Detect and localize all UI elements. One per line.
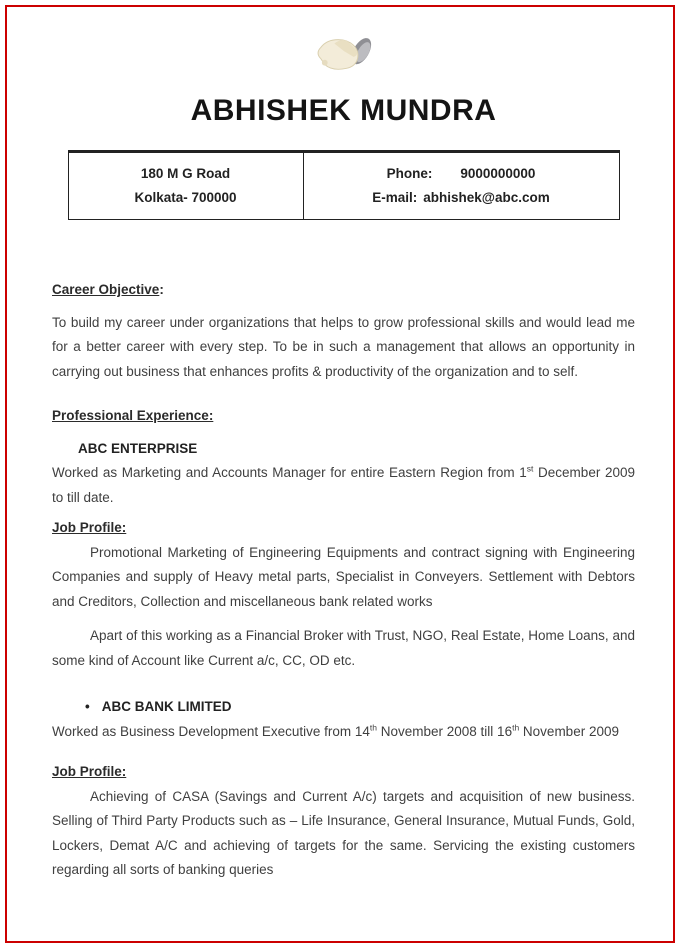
header-icon-row [52, 0, 635, 80]
bank-summary-paragraph [52, 720, 635, 745]
company-name-bank [52, 695, 635, 720]
contact-address-cell [69, 153, 304, 219]
enterprise-summary-part2: December 2009 to till date. [52, 465, 635, 505]
job-profile-heading-enterprise-text: Job Profile: [52, 520, 127, 535]
career-objective-heading-text: Career Objective [52, 282, 160, 297]
bank-summary-part3: November 2009 [519, 723, 619, 739]
career-objective-paragraph: To build my career under organizations that helps to grow professional skills and would lead me for a better career with every step. To be in such a management that allows an opportunity in carrying out business that enhances profits & productivity of the organization and to self. [52, 314, 635, 379]
job-profile-heading-enterprise [52, 516, 635, 541]
email-value: abhishek@abc.com [423, 190, 550, 205]
enterprise-summary-paragraph [52, 461, 635, 510]
handshake-icon [305, 68, 383, 83]
contact-phone-email-cell [304, 153, 619, 219]
company-name-bank-text: ABC BANK LIMITED [101, 699, 232, 714]
job-profile-heading-bank-text: Job Profile: [52, 764, 127, 779]
phone-label: Phone: [386, 166, 433, 181]
address-line-2: Kolkata- 700000 [134, 190, 237, 205]
contact-table [68, 150, 620, 220]
ordinal-suffix: th [369, 722, 377, 732]
bank-job-profile-paragraph: Achieving of CASA (Savings and Current A/c) targets and acquisition of new business. Selling of Third Party Products such as – Life Insurance, General Insurance, Mutual Funds, Gold, Lockers, Demat A/C and achieving of targets for the same. Servicing the existing customers regarding all sorts of banking queries [52, 788, 635, 877]
email-label: E-mail: [372, 190, 418, 205]
phone-value: 9000000000 [460, 166, 536, 181]
career-objective-heading-colon: : [159, 282, 164, 297]
company-name-enterprise: ABC ENTERPRISE [78, 440, 198, 456]
phone-line [308, 162, 615, 186]
page-title: ABHISHEK MUNDRA [190, 94, 497, 127]
email-line [308, 186, 615, 210]
address-line-1: 180 M G Road [140, 166, 231, 181]
professional-experience-heading [52, 404, 635, 429]
professional-experience-heading-text: Professional Experience: [52, 408, 214, 423]
enterprise-job-profile-paragraph-2: Apart of this working as a Financial Broker with Trust, NGO, Real Estate, Home Loans, and some kind of Account like Current a/c, CC, OD etc. [52, 628, 635, 668]
ordinal-suffix: th [512, 722, 520, 732]
bank-summary-part2: November 2008 till 16 [377, 723, 513, 739]
bullet-icon: • [85, 699, 90, 714]
enterprise-job-profile-paragraph-1: Promotional Marketing of Engineering Equipments and contract signing with Engineering Companies and supply of Heavy metal parts, Specialist in Conveyers. Settlement with Debtors and Creditors, Collection and miscellaneous bank related works [52, 544, 635, 609]
career-objective-heading [52, 278, 635, 303]
job-profile-heading-bank [52, 760, 635, 785]
ordinal-suffix: st [526, 463, 534, 474]
enterprise-summary-part1: Worked as Marketing and Accounts Manager for entire Eastern Region from 1 [52, 465, 527, 480]
bank-summary-part1: Worked as Business Development Executive from 14 [52, 723, 370, 739]
